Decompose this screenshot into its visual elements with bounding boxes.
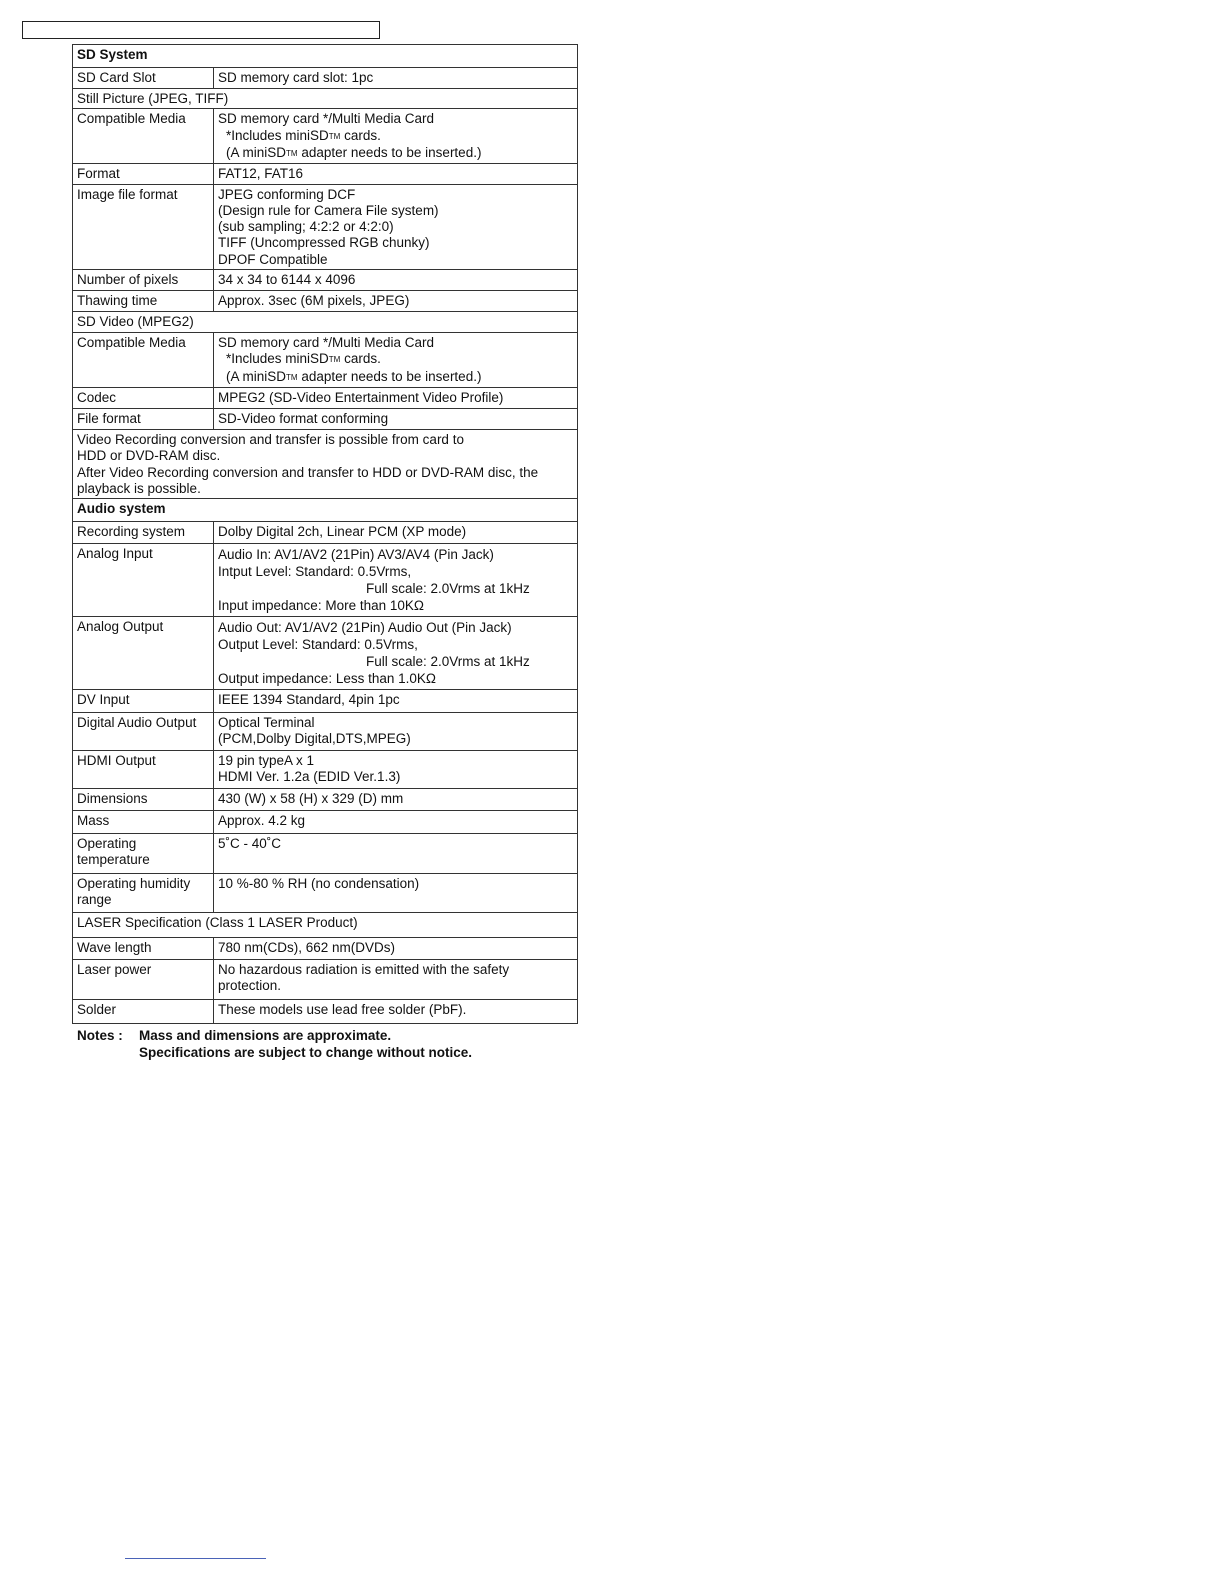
table-row — [73, 713, 578, 751]
table-row — [73, 333, 578, 388]
table-row — [73, 522, 578, 544]
row-value: 34 x 34 to 6144 x 4096 — [214, 270, 578, 291]
row-label: Image file format — [73, 184, 214, 269]
section-heading-laser: LASER Specification (Class 1 LASER Product) — [73, 913, 578, 938]
row-value — [214, 751, 578, 789]
table-row — [73, 938, 578, 960]
value-line: (A miniSDTM adapter needs to be inserted.) — [226, 144, 482, 160]
row-label: Format — [73, 164, 214, 184]
row-value: FAT12, FAT16 — [214, 164, 578, 184]
table-row — [73, 617, 578, 690]
row-value: 10 %-80 % RH (no condensation) — [214, 874, 578, 913]
row-label: DV Input — [73, 690, 214, 713]
row-value: 5˚C - 40˚C — [214, 834, 578, 874]
row-label: Number of pixels — [73, 270, 214, 291]
row-label: Thawing time — [73, 291, 214, 312]
value-line: protection. — [218, 978, 282, 994]
table-row — [73, 164, 578, 184]
value-line: Input impedance: More than 10KΩ — [218, 598, 424, 614]
row-value — [214, 109, 578, 164]
value-line: *Includes miniSDTM cards. — [226, 127, 381, 143]
row-value — [214, 713, 578, 751]
row-label: Solder — [73, 1000, 214, 1024]
label-line: range — [77, 892, 112, 908]
table-row — [73, 109, 578, 164]
row-label: SD Card Slot — [73, 68, 214, 89]
value-line: Output impedance: Less than 1.0KΩ — [218, 671, 436, 687]
value-line: Audio Out: AV1/AV2 (21Pin) Audio Out (Pin Jack) — [218, 620, 512, 636]
value-line: (sub sampling; 4:2:2 or 4:2:0) — [218, 219, 394, 235]
table-row — [73, 1000, 578, 1024]
table-row — [73, 387, 578, 408]
table-row — [73, 544, 578, 617]
value-line: 19 pin typeA x 1 — [218, 753, 315, 769]
notes-line: Mass and dimensions are approximate. — [139, 1028, 392, 1043]
table-row — [73, 751, 578, 789]
trademark-mark: TM — [286, 372, 298, 382]
row-value: Dolby Digital 2ch, Linear PCM (XP mode) — [214, 522, 578, 544]
row-value — [214, 544, 578, 617]
value-line: No hazardous radiation is emitted with the safety — [218, 962, 510, 978]
value-line: Intput Level: Standard: 0.5Vrms, — [218, 564, 412, 580]
row-label: Analog Output — [73, 617, 214, 690]
subheading-sd-video: SD Video (MPEG2) — [73, 312, 578, 333]
row-value: Approx. 4.2 kg — [214, 811, 578, 834]
table-row — [73, 690, 578, 713]
row-label: Wave length — [73, 938, 214, 960]
row-label — [73, 874, 214, 913]
value-line: DPOF Compatible — [218, 251, 328, 267]
row-value: Approx. 3sec (6M pixels, JPEG) — [214, 291, 578, 312]
value-line: Full scale: 2.0Vrms at 1kHz — [366, 581, 530, 597]
row-label: Compatible Media — [73, 333, 214, 388]
row-label: Recording system — [73, 522, 214, 544]
row-label: Codec — [73, 387, 214, 408]
table-row — [73, 408, 578, 429]
row-value: MPEG2 (SD-Video Entertainment Video Profile) — [214, 387, 578, 408]
row-label: HDMI Output — [73, 751, 214, 789]
value-line: SD memory card */Multi Media Card — [218, 111, 435, 127]
note-line: Video Recording conversion and transfer is possible from card to — [77, 431, 464, 447]
table-row — [73, 429, 578, 498]
row-value: SD memory card slot: 1pc — [214, 68, 578, 89]
table-row — [73, 184, 578, 269]
footer-rule — [125, 1558, 266, 1559]
label-line: Operating — [77, 836, 137, 852]
table-row — [73, 68, 578, 89]
table-row — [73, 312, 578, 333]
table-row — [73, 291, 578, 312]
row-label: File format — [73, 408, 214, 429]
row-value: 430 (W) x 58 (H) x 329 (D) mm — [214, 789, 578, 811]
value-line: (PCM,Dolby Digital,DTS,MPEG) — [218, 731, 411, 747]
note-line: HDD or DVD-RAM disc. — [77, 448, 221, 464]
value-line: *Includes miniSDTM cards. — [226, 351, 381, 367]
row-value — [214, 617, 578, 690]
table-row — [73, 499, 578, 522]
value-line: TIFF (Uncompressed RGB chunky) — [218, 235, 430, 251]
row-label: Laser power — [73, 960, 214, 1000]
label-line: Operating humidity — [77, 876, 191, 892]
value-line: SD memory card */Multi Media Card — [218, 335, 435, 351]
table-row — [73, 834, 578, 874]
row-value: SD-Video format conforming — [214, 408, 578, 429]
table-row — [73, 270, 578, 291]
notes-label: Notes : — [77, 1028, 123, 1043]
label-line: temperature — [77, 852, 150, 868]
value-line: Audio In: AV1/AV2 (21Pin) AV3/AV4 (Pin Jack) — [218, 547, 494, 563]
table-row — [73, 89, 578, 109]
note-line: After Video Recording conversion and transfer to HDD or DVD-RAM disc, the — [77, 464, 539, 480]
value-line: Full scale: 2.0Vrms at 1kHz — [366, 654, 530, 670]
row-label: Dimensions — [73, 789, 214, 811]
value-line: Output Level: Standard: 0.5Vrms, — [218, 637, 418, 653]
trademark-mark: TM — [286, 148, 298, 158]
notes-line: Specifications are subject to change without notice. — [139, 1045, 473, 1060]
spec-table — [72, 44, 578, 1024]
value-line: HDMI Ver. 1.2a (EDID Ver.1.3) — [218, 769, 401, 785]
table-row — [73, 811, 578, 834]
note-line: playback is possible. — [77, 480, 201, 496]
table-row — [73, 874, 578, 913]
row-label — [73, 834, 214, 874]
subheading-still-picture: Still Picture (JPEG, TIFF) — [73, 89, 578, 109]
section-heading-audio-system: Audio system — [73, 499, 578, 522]
row-value — [214, 333, 578, 388]
table-row — [73, 960, 578, 1000]
value-line: (Design rule for Camera File system) — [218, 202, 439, 218]
row-label: Digital Audio Output — [73, 713, 214, 751]
header-box — [22, 21, 380, 39]
value-line: Optical Terminal — [218, 715, 315, 731]
row-label: Analog Input — [73, 544, 214, 617]
trademark-mark: TM — [328, 131, 341, 141]
row-label: Compatible Media — [73, 109, 214, 164]
row-value — [214, 184, 578, 269]
row-value: 780 nm(CDs), 662 nm(DVDs) — [214, 938, 578, 960]
row-value — [214, 960, 578, 1000]
table-row — [73, 45, 578, 68]
table-row — [73, 789, 578, 811]
table-row — [73, 913, 578, 938]
row-label: Mass — [73, 811, 214, 834]
section-heading-sd-system: SD System — [73, 45, 578, 68]
sd-video-note — [73, 429, 578, 498]
value-line: (A miniSDTM adapter needs to be inserted.) — [226, 368, 482, 384]
trademark-mark: TM — [328, 355, 341, 365]
row-value: These models use lead free solder (PbF). — [214, 1000, 578, 1024]
value-line: JPEG conforming DCF — [218, 186, 356, 202]
notes — [77, 1027, 472, 1061]
row-value: IEEE 1394 Standard, 4pin 1pc — [214, 690, 578, 713]
